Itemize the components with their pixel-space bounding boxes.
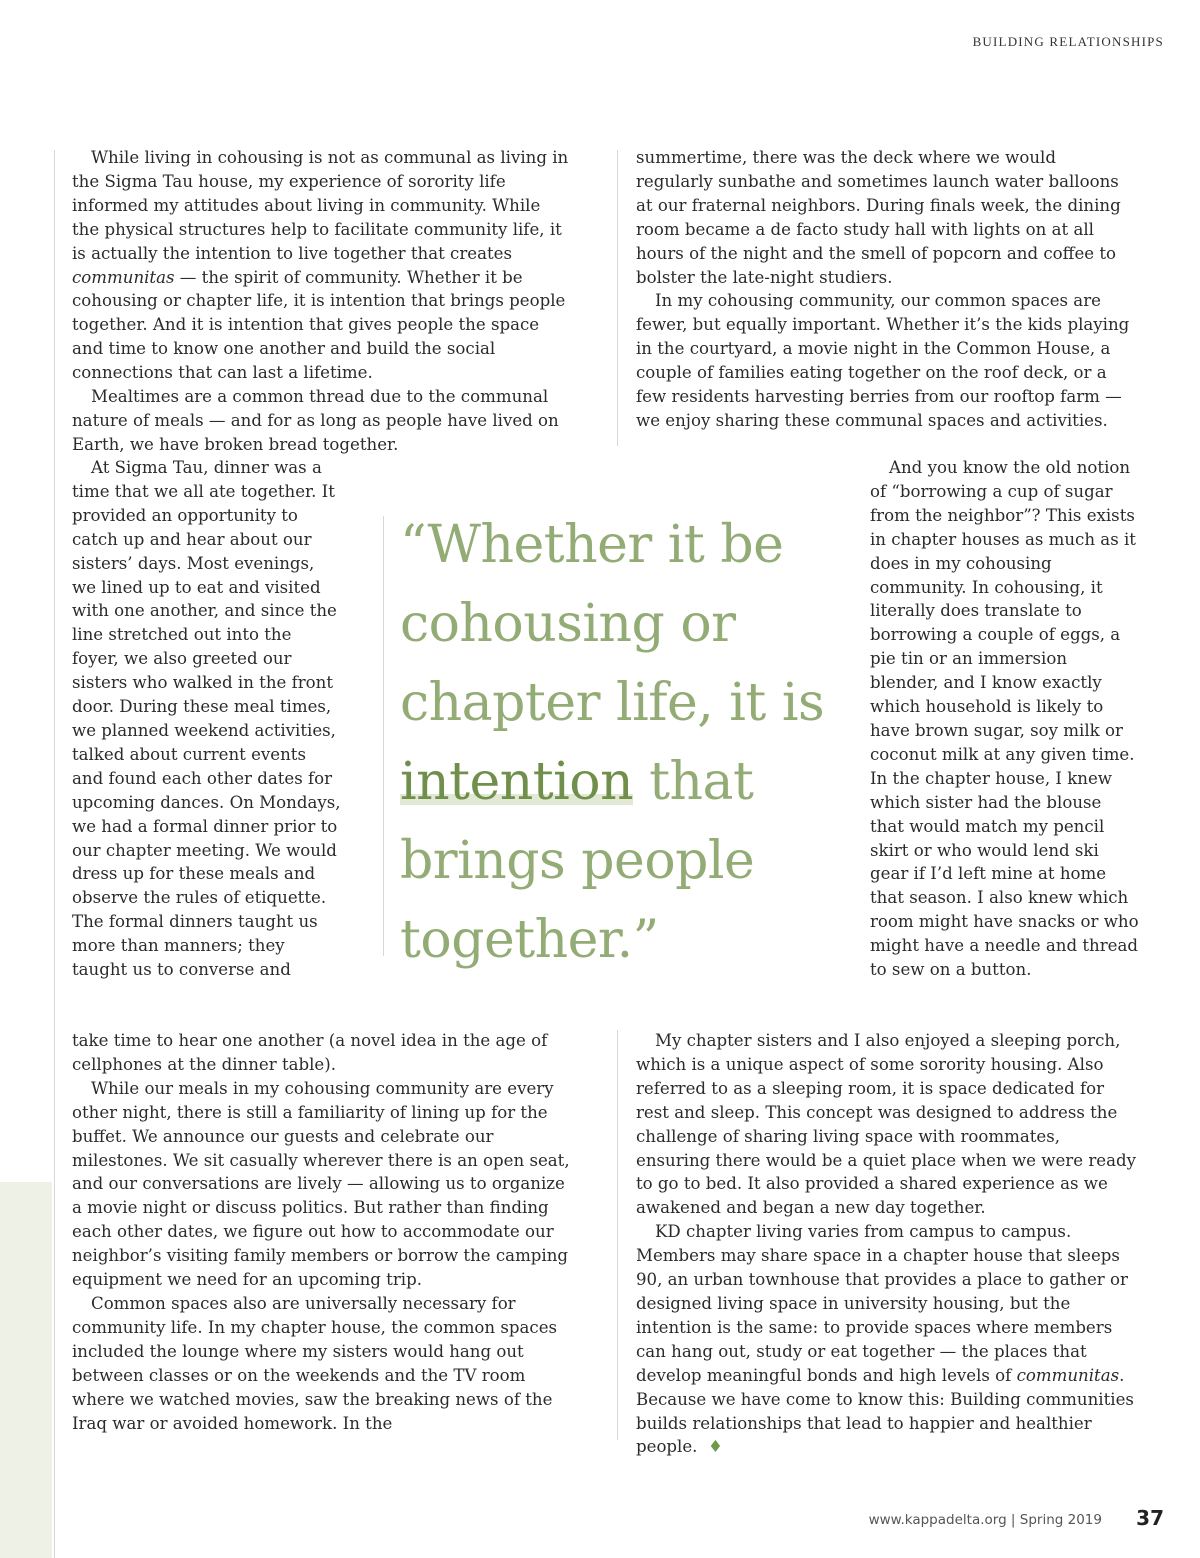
paragraph: While our meals in my cohousing community are every other night, there is still a familiarity of lining up for the buffet. We announce our guests and celebrate our milestones. We sit casually wherever there is an open seat, and our conversations are lively — allowing us to organize a movie night or discuss politics. But rather than finding each other dates, we figure out how to accommodate our neighbor’s visiting family members or borrow the camping equipment we need for an upcoming trip.: [72, 1078, 570, 1290]
paragraph: My chapter sisters and I also enjoyed a sleeping porch, which is a unique aspect of some sorority housing. Also referred to as a sleeping room, it is space dedicated for rest and sleep. This concept was designed to address the challenge of sharing living space with roommates, ensuring there would be a quiet place when we were ready to go to bed. It also provided a shared experience as we awakened and began a new day together.: [636, 1031, 1136, 1218]
pull-quote-highlight: intention: [400, 752, 634, 812]
column-rule-middle-lower: [617, 1030, 618, 1440]
right-column-top: [636, 146, 1136, 433]
paragraph: At Sigma Tau, dinner was a time that we all ate together. It provided an opportunity to catch up and hear about our sisters’ days. Most evenings, we lined up to eat and visited with one another, and since the line stretched out into the foyer, we also greeted our sisters who walked in the front door. During these meal times, we planned weekend activities, talked about current events and found each other dates for upcoming dances. On Mondays, we had a formal dinner prior to our chapter meeting. We would dress up for these meals and observe the rules of etiquette. The formal dinners taught us more than manners; they taught us to converse and: [72, 458, 341, 980]
paragraph: And you know the old notion of “borrowing a cup of sugar from the neighbor”? This exists in chapter houses as much as it does in my cohousing community. In cohousing, it literally does translate to borrowing a couple of eggs, a pie tin or an immersion blender, and I know exactly which household is likely to have brown sugar, soy milk or coconut milk at any given time. In the chapter house, I knew which sister had the blouse that would match my pencil skirt or who would lend ski gear if I’d left mine at home that season. I also knew which room might have snacks or who might have a needle and thread to sew on a button.: [870, 458, 1139, 980]
paragraph: take time to hear one another (a novel idea in the age of cellphones at the dinner table).: [72, 1031, 548, 1074]
section-label: BUILDING RELATIONSHIPS: [972, 34, 1164, 49]
left-column-top: [72, 146, 572, 457]
right-column-narrow: [870, 456, 1140, 982]
column-rule-middle: [617, 150, 618, 446]
page-number: 37: [1136, 1506, 1164, 1530]
column-rule-left: [54, 150, 55, 1558]
paragraph: KD chapter living varies from campus to campus. Members may share space in a chapter house that sleeps 90, an urban townhouse that provides a place to gather or designed living space in university housing, but the intention is the same: to provide spaces where members can hang out, study or eat together — the places that develop meaningful bonds and high levels of communitas. Because we have come to know this: Building communities builds relationships that lead to happier and healthier people. ♦: [636, 1222, 1134, 1457]
paragraph: While living in cohousing is not as communal as living in the Sigma Tau house, my experience of sorority life informed my attitudes about living in community. While the physical structures help to facilitate community life, it is actually the intention to live together that creates communitas — the spirit of community. Whether it be cohousing or chapter life, it is intention that brings people together. And it is intention that gives people the space and time to know one another and build the social connections that can last a lifetime.: [72, 148, 569, 383]
left-column-narrow: [72, 456, 342, 982]
decorative-tab: [0, 1182, 52, 1558]
paragraph: summertime, there was the deck where we would regularly sunbathe and sometimes launch water balloons at our fraternal neighbors. During finals week, the dining room became a de facto study hall with lights on at all hours of the night and the smell of popcorn and coffee to bolster the late-night studiers.: [636, 148, 1121, 287]
footer-site: www.kappadelta.org | Spring 2019: [868, 1512, 1102, 1528]
paragraph: In my cohousing community, our common spaces are fewer, but equally important. Whether it’s the kids playing in the courtyard, a movie night in the Common House, a couple of families eating together on the roof deck, or a few residents harvesting berries from our rooftop farm — we enjoy sharing these communal spaces and activities.: [636, 291, 1130, 430]
pullquote-rule: [383, 516, 384, 956]
paragraph: Mealtimes are a common thread due to the communal nature of meals — and for as long as people have lived on Earth, we have broken bread together.: [72, 387, 559, 454]
end-mark-icon: ♦: [708, 1437, 723, 1457]
left-column-bottom: [72, 1029, 572, 1435]
paragraph: Common spaces also are universally necessary for community life. In my chapter house, the common spaces included the lounge where my sisters would hang out between classes or on the weekends and the TV room where we watched movies, saw the breaking news of the Iraq war or avoided homework. In the: [72, 1293, 558, 1433]
pull-quote: “Whether it be cohousing or chapter life, it is intention that brings people together.”: [400, 515, 825, 970]
right-column-bottom: [636, 1029, 1136, 1459]
